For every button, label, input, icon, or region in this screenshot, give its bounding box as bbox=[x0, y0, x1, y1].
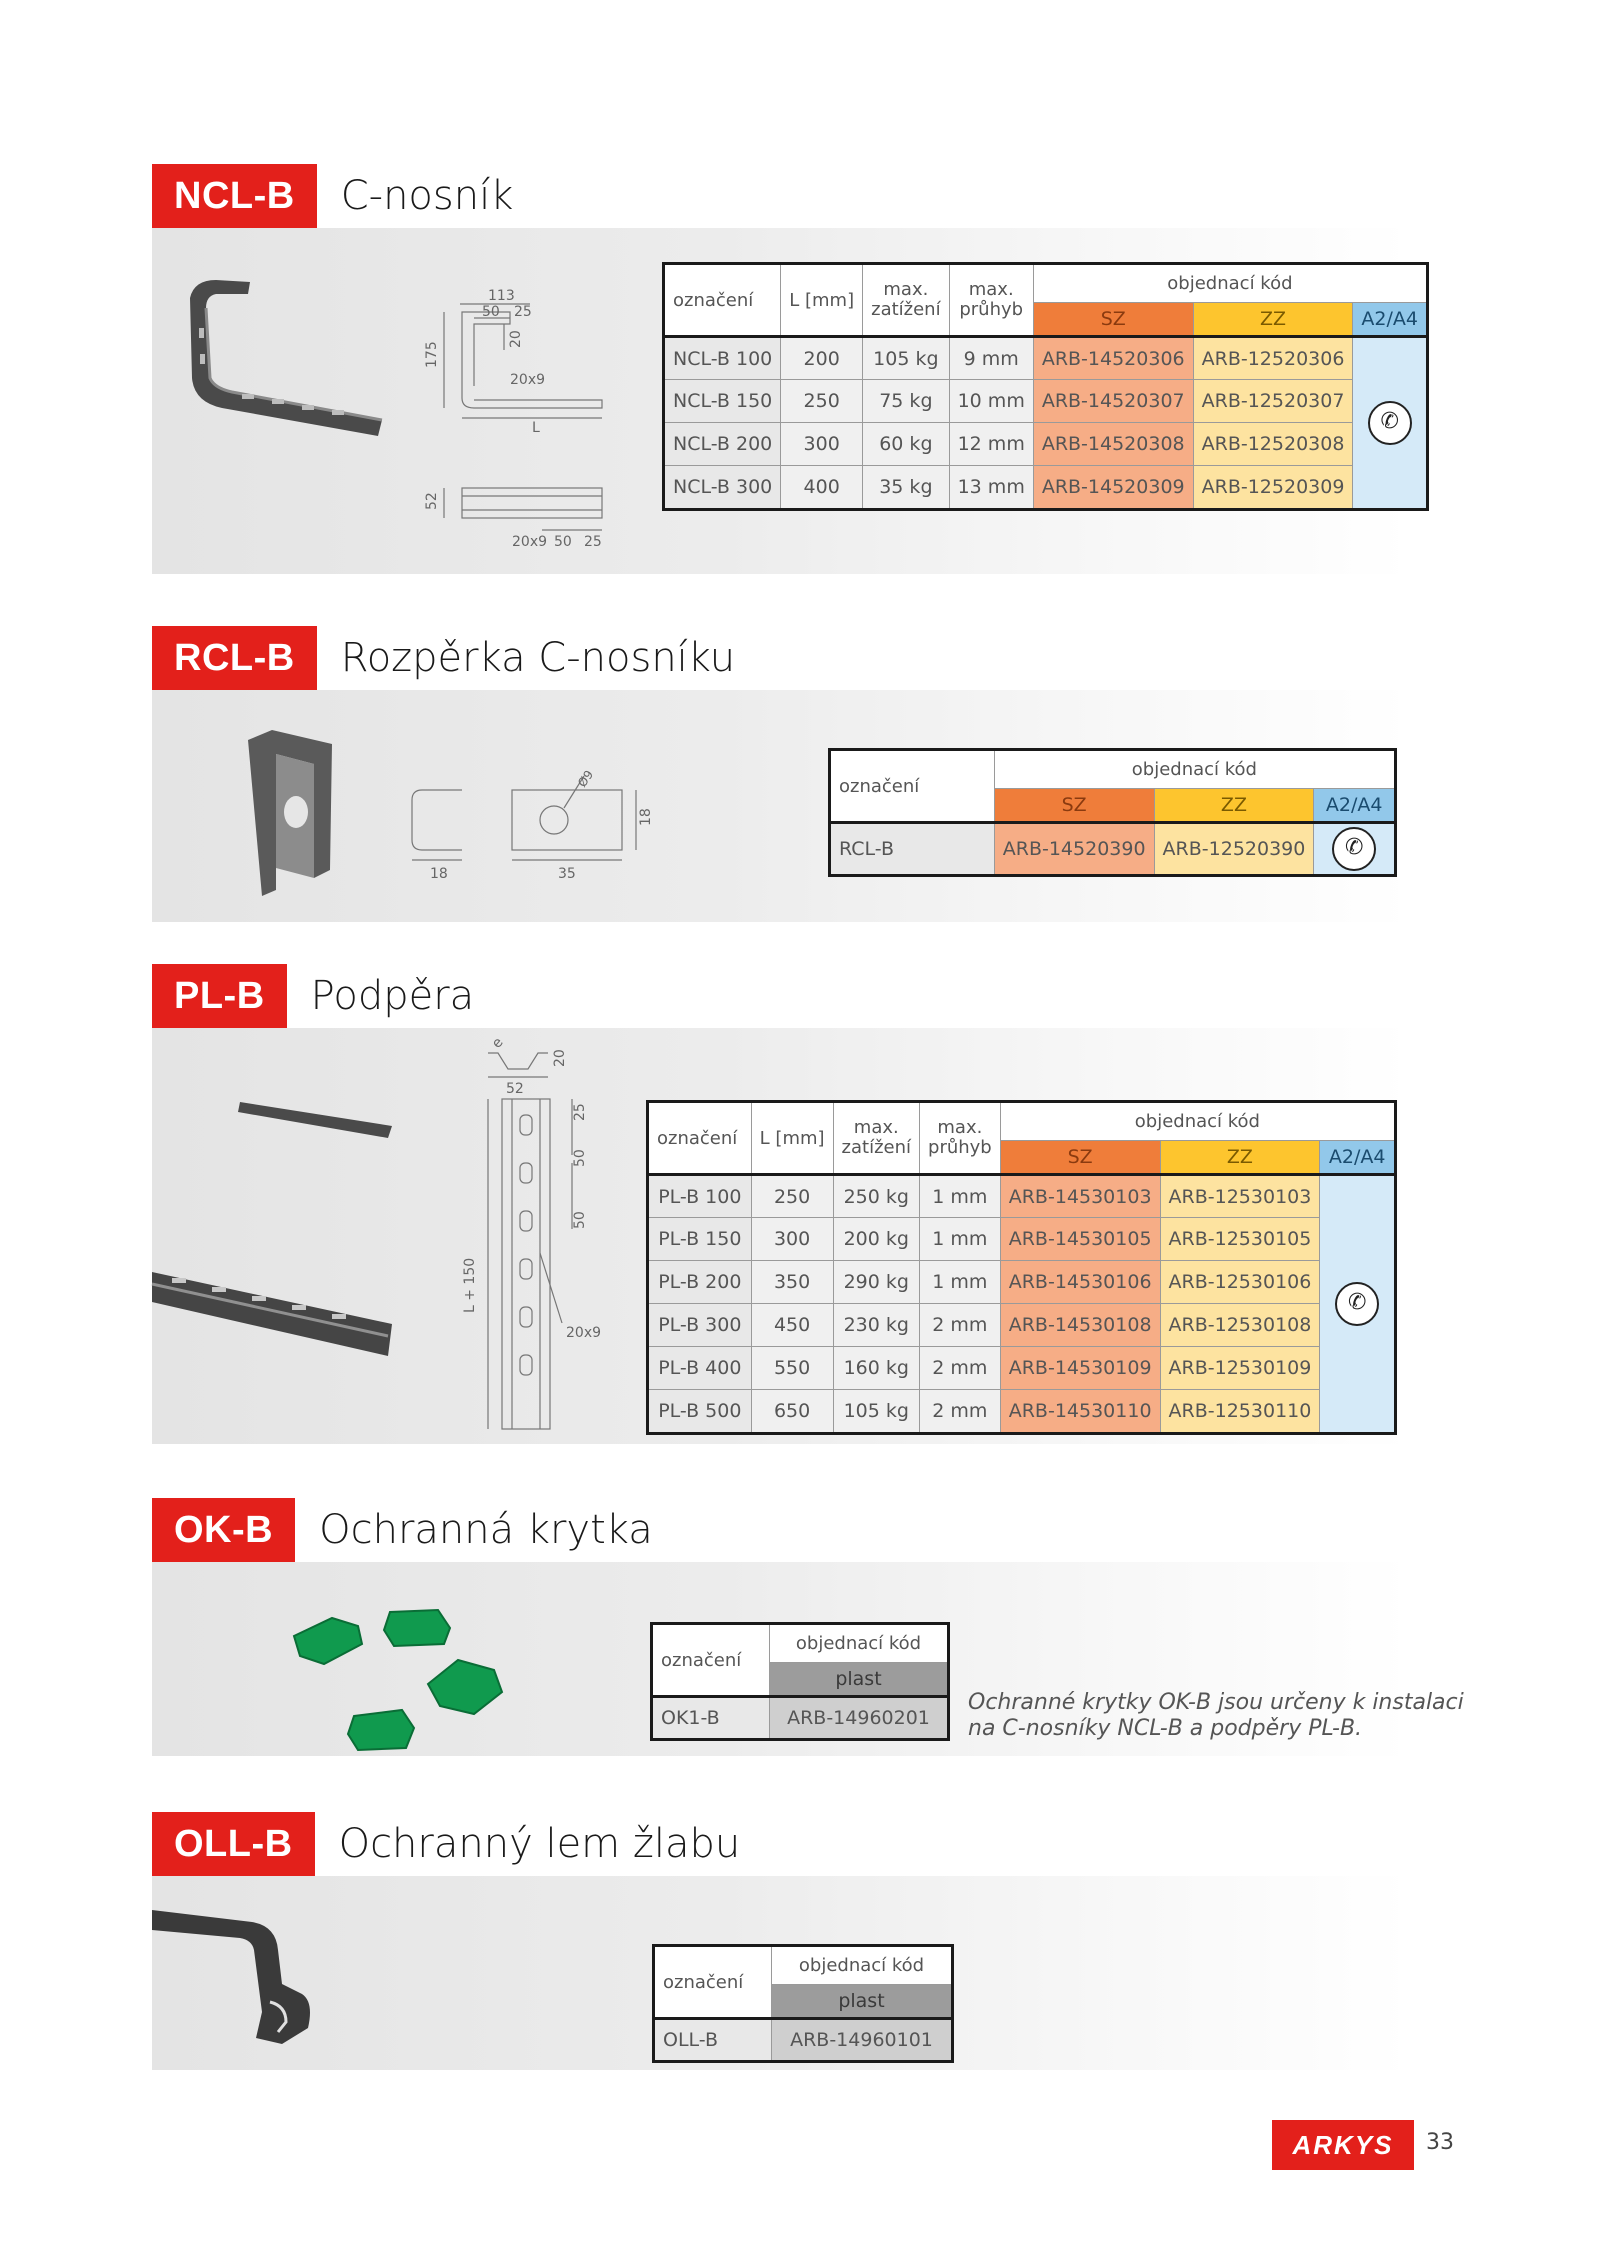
cell-a2 bbox=[1320, 1175, 1395, 1433]
table-row bbox=[649, 1175, 1395, 1218]
cell-designation: NCL-B 300 bbox=[665, 466, 781, 509]
cell-length: 300 bbox=[781, 423, 863, 466]
cell-deflection: 1 mm bbox=[920, 1261, 1001, 1304]
col-a2: A2/A4 bbox=[1353, 303, 1427, 337]
cell-zz: ARB-12530109 bbox=[1160, 1347, 1320, 1390]
product-code-badge: NCL-B bbox=[152, 164, 317, 228]
section-title: C-nosník bbox=[340, 173, 514, 219]
section-title: Ochranná krytka bbox=[319, 1507, 653, 1553]
dim-52: 52 bbox=[506, 1081, 524, 1097]
note-line: Ochranné krytky OK-B jsou určeny k instalaci bbox=[968, 1690, 1464, 1715]
dim-20: 20 bbox=[508, 330, 524, 348]
cell-length: 250 bbox=[781, 380, 863, 423]
col-order-code: objednací kód bbox=[994, 751, 1394, 789]
cell-sz: ARB-14520309 bbox=[1033, 466, 1193, 509]
cell-deflection: 13 mm bbox=[949, 466, 1033, 509]
cell-zz: ARB-12530110 bbox=[1160, 1390, 1320, 1433]
table-row bbox=[665, 466, 1427, 509]
table-row bbox=[653, 1697, 948, 1739]
ok-spec-table bbox=[652, 1624, 948, 1739]
table-row bbox=[665, 423, 1427, 466]
section-title: Podpěra bbox=[310, 973, 475, 1019]
cell-designation: NCL-B 100 bbox=[665, 337, 781, 380]
dim-L: L bbox=[532, 420, 540, 436]
product-code-badge: OK-B bbox=[152, 1498, 295, 1562]
cell-load: 250 kg bbox=[833, 1175, 919, 1218]
cell-designation: PL-B 300 bbox=[649, 1304, 752, 1347]
phone-icon: ✆ bbox=[1368, 401, 1412, 445]
cell-a2 bbox=[1353, 337, 1427, 509]
dim-b25: 25 bbox=[584, 534, 602, 550]
table-row bbox=[831, 823, 1395, 875]
col-zz: ZZ bbox=[1193, 303, 1353, 337]
cell-length: 550 bbox=[751, 1347, 833, 1390]
ncl-spec-table bbox=[664, 264, 1427, 509]
col-length: L [mm] bbox=[751, 1103, 833, 1175]
section-header-ncl bbox=[152, 164, 513, 228]
cell-length: 650 bbox=[751, 1390, 833, 1433]
rcl-product-image bbox=[242, 720, 362, 910]
col-a2: A2/A4 bbox=[1314, 789, 1395, 823]
col-designation: označení bbox=[649, 1103, 752, 1175]
cell-designation: PL-B 100 bbox=[649, 1175, 752, 1218]
product-code-badge: OLL-B bbox=[152, 1812, 315, 1876]
dim-20x9: 20x9 bbox=[510, 372, 546, 388]
col-zz: ZZ bbox=[1154, 789, 1314, 823]
dim-20: 20 bbox=[552, 1049, 568, 1067]
cell-deflection: 2 mm bbox=[920, 1390, 1001, 1433]
cell-deflection: 1 mm bbox=[920, 1218, 1001, 1261]
col-designation: označení bbox=[655, 1947, 772, 2019]
col-order-code: objednací kód bbox=[772, 1947, 952, 1985]
dim-e: e bbox=[488, 1034, 507, 1052]
dim-35: 35 bbox=[558, 866, 576, 882]
cell-zz: ARB-12520309 bbox=[1193, 466, 1353, 509]
cell-designation: NCL-B 200 bbox=[665, 423, 781, 466]
table-row bbox=[649, 1304, 1395, 1347]
dim-18b: 18 bbox=[638, 808, 654, 826]
col-order-code: objednací kód bbox=[1033, 265, 1426, 303]
cell-a2 bbox=[1314, 823, 1395, 875]
dim-9: Ø9 bbox=[574, 767, 597, 790]
cell-length: 200 bbox=[781, 337, 863, 380]
cell-code: ARB-14960201 bbox=[770, 1697, 948, 1739]
cell-length: 450 bbox=[751, 1304, 833, 1347]
table-row bbox=[649, 1390, 1395, 1433]
cell-deflection: 2 mm bbox=[920, 1347, 1001, 1390]
cell-deflection: 10 mm bbox=[949, 380, 1033, 423]
table-row bbox=[665, 380, 1427, 423]
cell-sz: ARB-14520306 bbox=[1033, 337, 1193, 380]
section-title: Rozpěrka C-nosníku bbox=[340, 635, 736, 681]
note-line: na C-nosníky NCL-B a podpěry PL-B. bbox=[968, 1716, 1363, 1741]
cell-designation: PL-B 400 bbox=[649, 1347, 752, 1390]
arkys-logo: ARKYS bbox=[1272, 2120, 1414, 2170]
table-row bbox=[649, 1261, 1395, 1304]
cell-sz: ARB-14530106 bbox=[1000, 1261, 1160, 1304]
cell-length: 250 bbox=[751, 1175, 833, 1218]
col-designation: označení bbox=[665, 265, 781, 337]
col-load: max. zatížení bbox=[833, 1103, 919, 1175]
cell-designation: RCL-B bbox=[831, 823, 995, 875]
cell-zz: ARB-12530103 bbox=[1160, 1175, 1320, 1218]
page-number: 33 bbox=[1426, 2130, 1454, 2155]
cell-designation: OK1-B bbox=[653, 1697, 770, 1739]
cell-load: 75 kg bbox=[863, 380, 949, 423]
pl-spec-table bbox=[648, 1102, 1395, 1433]
dim-25: 25 bbox=[572, 1103, 588, 1121]
section-header-rcl bbox=[152, 626, 735, 690]
cell-sz: ARB-14530108 bbox=[1000, 1304, 1160, 1347]
cell-length: 400 bbox=[781, 466, 863, 509]
dim-20x9: 20x9 bbox=[566, 1325, 602, 1341]
cell-zz: ARB-12520306 bbox=[1193, 337, 1353, 380]
dim-52: 52 bbox=[424, 492, 440, 510]
cell-deflection: 9 mm bbox=[949, 337, 1033, 380]
cell-sz: ARB-14530105 bbox=[1000, 1218, 1160, 1261]
cell-load: 160 kg bbox=[833, 1347, 919, 1390]
cell-load: 35 kg bbox=[863, 466, 949, 509]
table-row bbox=[649, 1347, 1395, 1390]
col-order-code: objednací kód bbox=[1000, 1103, 1394, 1141]
section-header-pl bbox=[152, 964, 474, 1028]
cell-sz: ARB-14530110 bbox=[1000, 1390, 1160, 1433]
rcl-spec-table bbox=[830, 750, 1395, 875]
ncl-technical-drawing bbox=[392, 288, 652, 568]
col-order-code: objednací kód bbox=[770, 1625, 948, 1663]
col-sz: SZ bbox=[1000, 1141, 1160, 1175]
cell-designation: PL-B 150 bbox=[649, 1218, 752, 1261]
dim-50a: 50 bbox=[572, 1149, 588, 1167]
col-plast: plast bbox=[770, 1663, 948, 1697]
rcl-technical-drawing bbox=[392, 767, 654, 890]
oll-spec-table bbox=[654, 1946, 952, 2061]
product-code-badge: RCL-B bbox=[152, 626, 317, 690]
cell-load: 60 kg bbox=[863, 423, 949, 466]
dim-18a: 18 bbox=[430, 866, 448, 882]
cell-deflection: 12 mm bbox=[949, 423, 1033, 466]
cell-designation: OLL-B bbox=[655, 2019, 772, 2061]
ok-product-image bbox=[272, 1592, 552, 1752]
table-row bbox=[649, 1218, 1395, 1261]
ncl-product-image bbox=[172, 268, 412, 468]
cell-length: 300 bbox=[751, 1218, 833, 1261]
cell-zz: ARB-12530108 bbox=[1160, 1304, 1320, 1347]
col-length: L [mm] bbox=[781, 265, 863, 337]
cell-deflection: 1 mm bbox=[920, 1175, 1001, 1218]
col-zz: ZZ bbox=[1160, 1141, 1320, 1175]
table-row bbox=[665, 337, 1427, 380]
cell-deflection: 2 mm bbox=[920, 1304, 1001, 1347]
cell-load: 200 kg bbox=[833, 1218, 919, 1261]
dim-L150: L + 150 bbox=[462, 1257, 478, 1313]
cell-designation: NCL-B 150 bbox=[665, 380, 781, 423]
product-code-badge: PL-B bbox=[152, 964, 287, 1028]
col-designation: označení bbox=[653, 1625, 770, 1697]
dim-b20x9: 20x9 bbox=[512, 534, 548, 550]
cell-designation: PL-B 500 bbox=[649, 1390, 752, 1433]
cell-load: 105 kg bbox=[863, 337, 949, 380]
table-row bbox=[655, 2019, 952, 2061]
dim-175: 175 bbox=[424, 341, 440, 368]
col-load: max. zatížení bbox=[863, 265, 949, 337]
oll-product-image bbox=[152, 1906, 332, 2056]
ok-note bbox=[968, 1690, 1464, 1742]
dim-50: 50 bbox=[482, 304, 500, 320]
col-deflection: max. průhyb bbox=[920, 1103, 1001, 1175]
col-designation: označení bbox=[831, 751, 995, 823]
cell-sz: ARB-14520307 bbox=[1033, 380, 1193, 423]
col-sz: SZ bbox=[994, 789, 1154, 823]
cell-length: 350 bbox=[751, 1261, 833, 1304]
cell-zz: ARB-12520390 bbox=[1154, 823, 1314, 875]
cell-designation: PL-B 200 bbox=[649, 1261, 752, 1304]
col-a2: A2/A4 bbox=[1320, 1141, 1395, 1175]
cell-code: ARB-14960101 bbox=[772, 2019, 952, 2061]
cell-load: 290 kg bbox=[833, 1261, 919, 1304]
pl-product-image bbox=[152, 1088, 412, 1408]
cell-load: 230 kg bbox=[833, 1304, 919, 1347]
dim-25: 25 bbox=[514, 304, 532, 320]
cell-zz: ARB-12530105 bbox=[1160, 1218, 1320, 1261]
cell-sz: ARB-14530109 bbox=[1000, 1347, 1160, 1390]
section-title: Ochranný lem žlabu bbox=[338, 1821, 741, 1867]
dim-b50: 50 bbox=[554, 534, 572, 550]
cell-sz: ARB-14520308 bbox=[1033, 423, 1193, 466]
cell-sz: ARB-14530103 bbox=[1000, 1175, 1160, 1218]
col-deflection: max. průhyb bbox=[949, 265, 1033, 337]
cell-load: 105 kg bbox=[833, 1390, 919, 1433]
section-header-ok bbox=[152, 1498, 653, 1562]
col-plast: plast bbox=[772, 1985, 952, 2019]
phone-icon: ✆ bbox=[1332, 827, 1376, 871]
phone-icon: ✆ bbox=[1335, 1282, 1379, 1326]
dim-113: 113 bbox=[488, 288, 515, 304]
cell-zz: ARB-12520307 bbox=[1193, 380, 1353, 423]
cell-sz: ARB-14520390 bbox=[994, 823, 1154, 875]
section-header-oll bbox=[152, 1812, 740, 1876]
cell-zz: ARB-12520308 bbox=[1193, 423, 1353, 466]
col-sz: SZ bbox=[1033, 303, 1193, 337]
cell-zz: ARB-12530106 bbox=[1160, 1261, 1320, 1304]
dim-50b: 50 bbox=[572, 1211, 588, 1229]
